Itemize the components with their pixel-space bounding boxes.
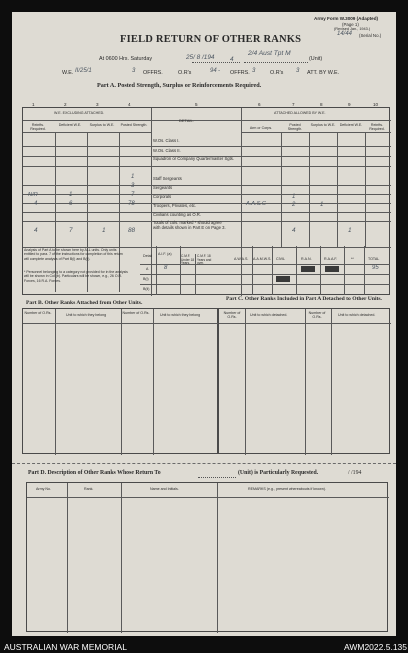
attached-posted-2: 2	[292, 202, 296, 208]
col-num-8: 8	[320, 102, 323, 107]
left-col-posted: Posted Strength.	[120, 123, 148, 127]
analysis-h-ran: R.A.N.	[301, 257, 312, 261]
col-num-6: 6	[258, 102, 261, 107]
arm-entry: A.A.S.C	[246, 201, 266, 207]
row-corporals: Corporals	[153, 194, 172, 199]
serial-value: 14/44	[337, 31, 353, 37]
year-value: 4	[230, 56, 234, 63]
totals-reinf: 4	[34, 227, 38, 234]
row-troopers: Troopers, Privates, etc.	[153, 203, 197, 208]
part-b-col-4: Unit to which they belong	[160, 313, 201, 317]
sergeants-posted: 3	[131, 183, 135, 189]
page-label: (Page 1)	[342, 22, 359, 27]
analysis-note-1: Analysis of Part A to be shown here by ALL units. Only units entitled to para. 7 of the instructions for completion of this return will complete analysis of Part B(i) and B(ii).	[24, 248, 123, 261]
row-wo1: W.Os. Class I.	[153, 138, 180, 143]
col-num-5: 5	[195, 102, 198, 107]
left-group-header: W.E. EXCLUDING ATTACHED.	[54, 111, 105, 115]
staff-sgt-posted: 1	[131, 174, 135, 180]
col-num-4: 4	[128, 102, 131, 107]
part-b-col-2: Unit to which they belong	[66, 313, 107, 317]
part-b-col-3: Number of O.Rs.	[122, 311, 150, 315]
offrs2-value: -	[218, 68, 220, 74]
right-col-surplus: Surplus to W.E.	[310, 123, 336, 127]
analysis-aif-value: 8	[164, 265, 168, 271]
col-num-3: 3	[96, 102, 99, 107]
totals-def: 7	[69, 227, 73, 234]
totals-att-def: 1	[348, 227, 352, 234]
unit-value: 2/4 Aust Tpt M	[248, 50, 291, 57]
analysis-h-awas: A.W.A.S.	[234, 257, 249, 261]
part-b-table	[22, 308, 218, 454]
part-c-col-4: Unit to which detached.	[338, 313, 376, 317]
part-b-title: Part B. Other Ranks Attached from Other Units.	[26, 300, 143, 306]
troopers-def: 6	[69, 201, 73, 207]
right-col-reinf: Reinfts. Required.	[369, 123, 385, 131]
offrs2-label: OFFRS.	[230, 70, 250, 76]
footer-credit: AUSTRALIAN WAR MEMORIAL	[4, 642, 127, 652]
troopers-posted: 78	[128, 201, 135, 207]
part-c-table	[218, 308, 390, 454]
att-value: 3	[296, 68, 300, 74]
analysis-row-bii: B(ii)	[143, 287, 150, 291]
date-value: 25/ 8 /194	[186, 54, 215, 61]
offrs-label: OFFRS.	[143, 70, 163, 76]
part-d-col-army: Army No.	[36, 487, 51, 491]
totals-posted: 88	[128, 227, 136, 234]
part-c-col-3: Number of O.Rs.	[308, 311, 326, 319]
redaction-raaf	[325, 266, 339, 272]
detail-header: DETAIL.	[179, 118, 194, 123]
part-c-title: Part C. Other Ranks Included in Part A Detached to Other Units.	[226, 296, 382, 302]
analysis-h-raaf: R.A.A.F.	[324, 257, 338, 261]
analysis-h-cmf-over: C.M.F. 18 Years and over.	[197, 254, 212, 266]
col-num-9: 9	[348, 102, 351, 107]
row-civilians: Civilians counting as O.R.	[153, 212, 201, 217]
perforation-line	[12, 463, 396, 464]
part-d-title-mid: (Unit) is Particularly Requested.	[238, 470, 319, 476]
unit-label: (Unit)	[309, 56, 323, 62]
totals-att-posted: 4	[292, 227, 296, 234]
analysis-h-aif: A.I.F. (a)	[158, 252, 172, 256]
troopers-reinf: 4	[34, 201, 38, 207]
analysis-total-value: 95	[372, 265, 379, 271]
ors-label: O.R's	[178, 70, 192, 76]
serial-label: (Serial No.)	[359, 33, 382, 38]
ors-value: 94	[210, 68, 217, 74]
part-d-col-remarks: REMARKS (e.g., present whereabouts if known).	[248, 487, 326, 491]
left-col-reinf: Reinfts. Required.	[30, 123, 46, 131]
analysis-h-aamws: A.A.M.W.S.	[253, 257, 272, 261]
col-num-10: 10	[373, 102, 379, 107]
part-c-col-2: Unit to which detached.	[250, 313, 288, 317]
right-col-posted: Posted Strength.	[287, 123, 303, 131]
left-col-def: Deficient W.E.	[58, 123, 82, 127]
revised-label: (Revised Jan., 1943.)	[334, 27, 371, 31]
col-num-2: 2	[64, 102, 67, 107]
form-sheet	[12, 12, 396, 636]
analysis-row-a: A	[146, 267, 149, 271]
row-staff-sgt: Staff Sergeants	[153, 176, 182, 181]
part-d-date: / /194	[348, 470, 362, 476]
right-col-arm: Arm or Corps.	[249, 126, 273, 130]
col-num-1: 1	[32, 102, 35, 107]
part-d-table	[26, 482, 388, 632]
redaction-ran	[301, 266, 315, 272]
analysis-row-bi: B(i)	[143, 277, 149, 281]
part-a-title: Part A. Posted Strength, Surplus or Reinforcements Required.	[97, 82, 262, 89]
totals-surplus: 1	[102, 227, 106, 234]
corporals-posted: 7	[131, 192, 135, 198]
analysis-note-2: * Personnel belonging to a category not provided for in the analysis will be shown in Col (b). Particulars will be shown, e.g., 26 O.R. Forces, 16 R.A. Forces.	[24, 270, 128, 283]
at-line-prefix: At 0600 Hrs. Saturday	[99, 56, 153, 62]
part-d-col-rank: Rank.	[84, 487, 94, 491]
ors2-label: O.R's	[270, 70, 284, 76]
left-col-surplus: Surplus to W.E.	[89, 123, 115, 127]
form-title: FIELD RETURN OF OTHER RANKS	[120, 34, 302, 45]
army-form-label: Army Form W.3009 (Adapted)	[314, 16, 379, 21]
analysis-h-civil: CIVIL	[276, 257, 285, 261]
corporals-reinf: N/R	[28, 192, 38, 198]
corporals-def: 1	[69, 192, 73, 198]
right-group-header: ATTACHED ALLOWED BY W.E.	[274, 111, 326, 115]
ors2-value: 3	[252, 68, 256, 74]
att-label: ATT. BY W.E.	[307, 70, 340, 76]
analysis-h-detail: Detail	[143, 254, 153, 258]
offrs-value: 3	[132, 68, 136, 74]
row-sergeants: Sergeants	[153, 185, 173, 190]
attached-posted-1: 1	[292, 194, 296, 200]
we-label: W.E.	[62, 70, 74, 76]
row-wo2: W.Os. Class II.	[153, 148, 181, 153]
analysis-h-total: TOTAL	[368, 257, 380, 261]
right-col-def: Deficient W.E.	[339, 123, 363, 127]
we-value: II/25/1	[75, 68, 92, 74]
analysis-h-cmf-under: C.M.F. Under 18 Years.	[181, 254, 195, 266]
footer-accession: AWM2022.5.135	[344, 642, 407, 652]
part-d-title: Part D. Description of Other Ranks Whose Return To	[28, 470, 161, 476]
part-d-col-name: Name and Initials.	[150, 487, 179, 491]
row-totals: Totals of cols. marked * should agree with details shown in Part E on Page 3.	[153, 220, 226, 230]
part-b-col-1: Number of O.Rs.	[24, 311, 52, 315]
analysis-h-star: **	[351, 257, 354, 261]
part-c-col-1: Number of O.Rs.	[223, 311, 241, 319]
redaction-civil	[276, 276, 290, 282]
row-cqms: Squadron or Company Quartermaster Sgts.	[153, 156, 234, 161]
attached-surplus: 1	[320, 202, 324, 208]
col-num-7: 7	[292, 102, 295, 107]
